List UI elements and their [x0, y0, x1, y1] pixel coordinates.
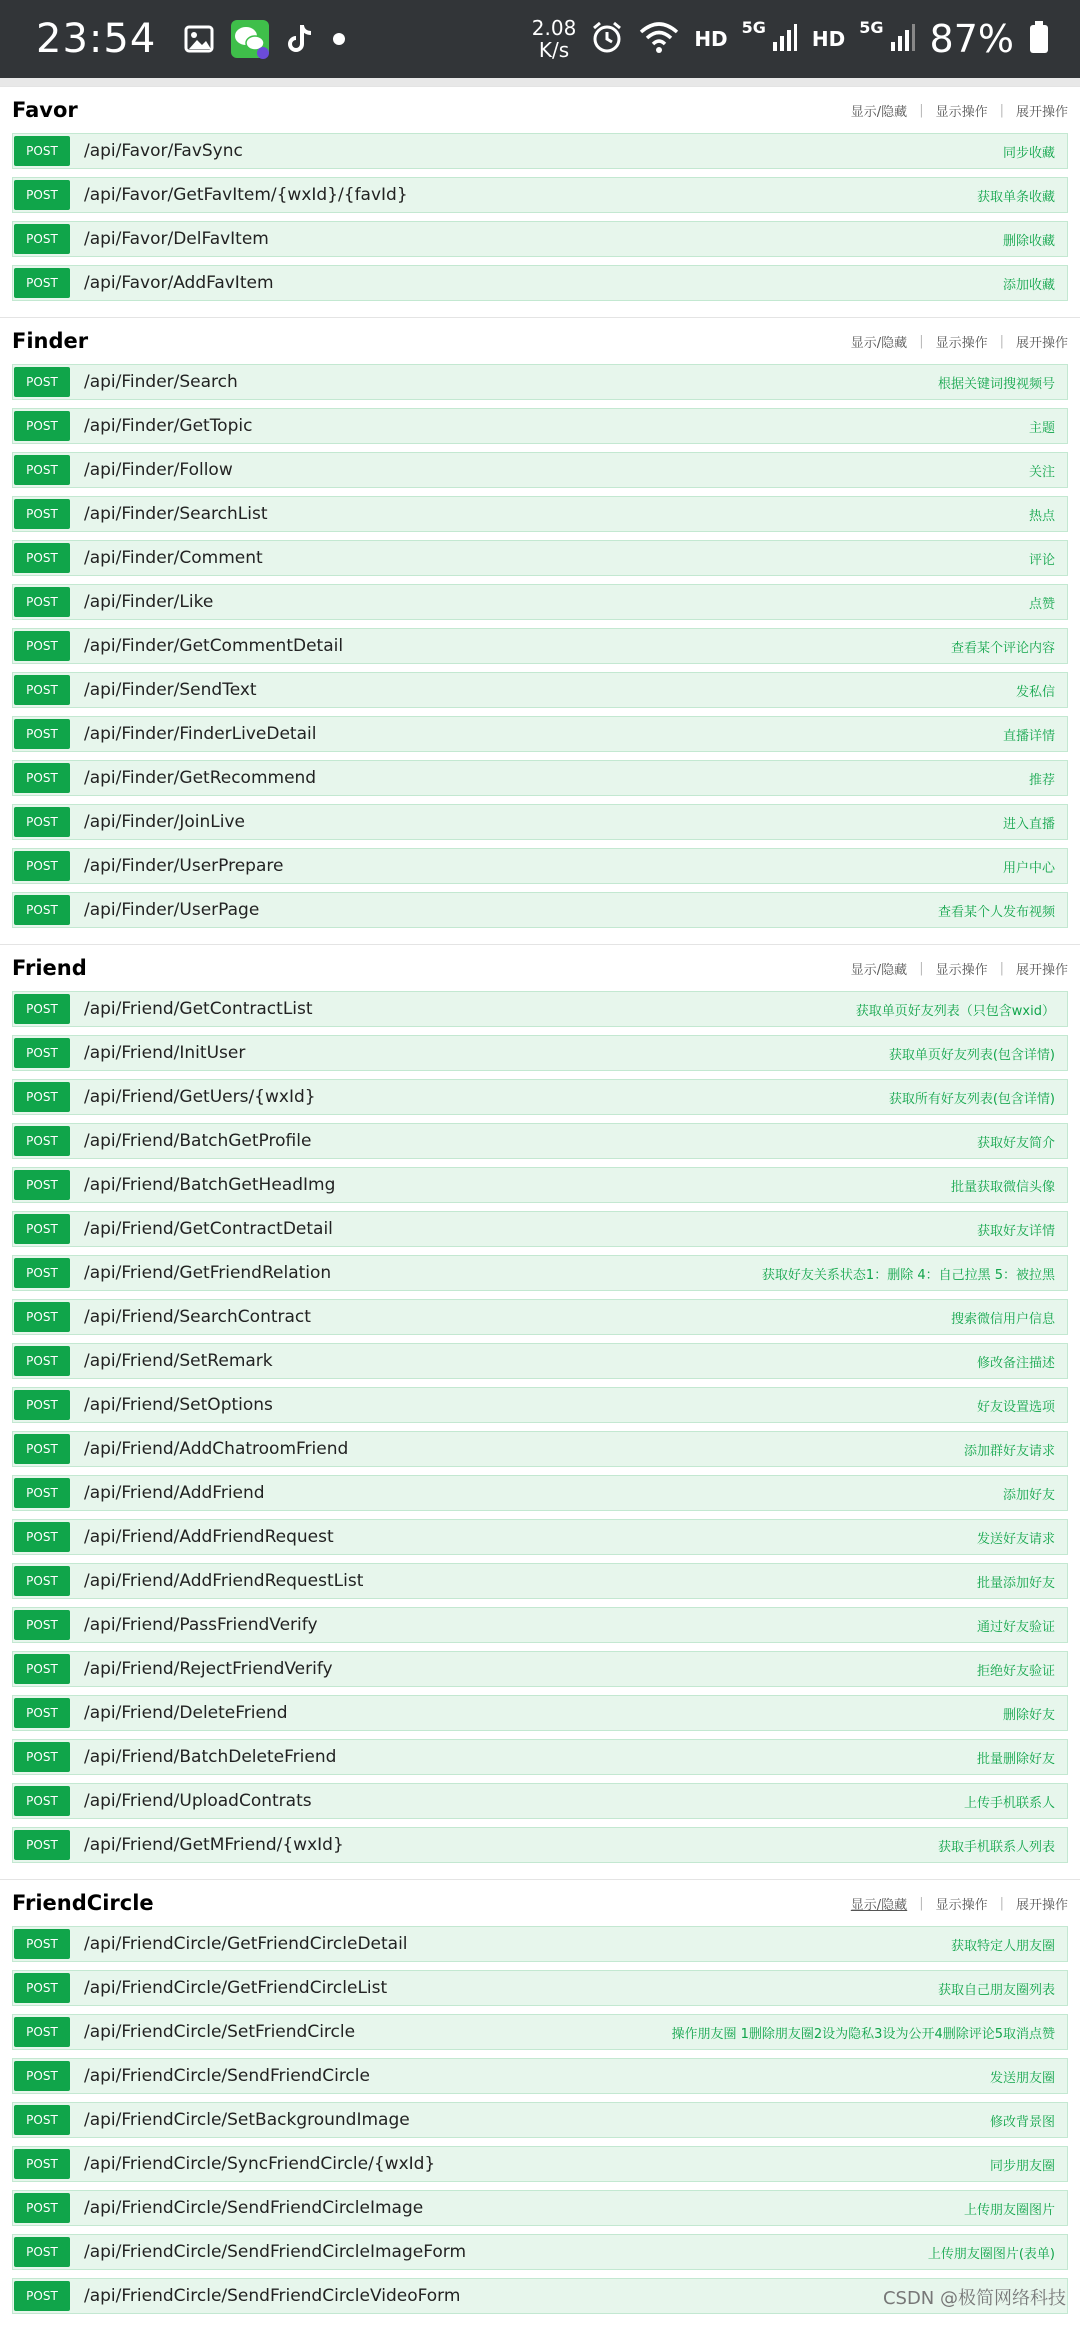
- endpoint-path[interactable]: /api/FriendCircle/SendFriendCircleVideoForm: [84, 2286, 461, 2306]
- endpoint-description: 同步收藏: [1002, 145, 1055, 161]
- separator: |: [999, 102, 1004, 118]
- http-method-badge[interactable]: POST: [14, 1742, 70, 1772]
- endpoint-description: 根据关键词搜视频号: [937, 376, 1055, 392]
- endpoint-path[interactable]: /api/Friend/AddFriendRequest: [84, 1527, 334, 1547]
- endpoint-description: 获取所有好友列表(包含详情): [888, 1091, 1055, 1107]
- alarm-icon: [590, 20, 624, 58]
- toggle-visibility-link[interactable]: 显示/隐藏: [850, 104, 908, 120]
- section-gap: [0, 936, 1080, 944]
- endpoint-row[interactable]: [12, 1475, 1068, 1511]
- endpoint-description: 热点: [1028, 508, 1055, 524]
- endpoint-row[interactable]: [12, 1519, 1068, 1555]
- endpoint-description: 主题: [1028, 420, 1055, 436]
- section-operations: [851, 1894, 1068, 1913]
- battery-level: 87%: [929, 17, 1014, 61]
- endpoint-description: 获取自己朋友圈列表: [937, 1982, 1055, 1998]
- separator: |: [919, 1895, 924, 1911]
- endpoint-path[interactable]: /api/Friend/AddFriend: [84, 1483, 265, 1503]
- endpoint-description: 关注: [1028, 464, 1055, 480]
- section-title[interactable]: Finder: [12, 329, 89, 353]
- section-finder: [0, 317, 1080, 944]
- endpoint-path[interactable]: /api/Friend/GetMFriend/{wxId}: [84, 1835, 344, 1855]
- section-friendcircle: [0, 1879, 1080, 2330]
- endpoint-description: 通过好友验证: [976, 1619, 1055, 1635]
- http-method-badge[interactable]: POST: [14, 1258, 70, 1288]
- section-title[interactable]: Friend: [12, 956, 87, 980]
- http-method-badge[interactable]: POST: [14, 1214, 70, 1244]
- endpoint-description: 同步朋友圈: [989, 2158, 1055, 2174]
- endpoint-row[interactable]: [12, 408, 1068, 444]
- section-operations: [851, 101, 1068, 120]
- http-method-badge[interactable]: POST: [14, 763, 70, 793]
- endpoint-description: 查看某个人发布视频: [937, 904, 1055, 920]
- endpoint-row[interactable]: [12, 1607, 1068, 1643]
- endpoint-description: 搜索微信用户信息: [950, 1311, 1055, 1327]
- separator: |: [919, 102, 924, 118]
- endpoint-row[interactable]: [12, 133, 1068, 169]
- http-method-badge[interactable]: POST: [14, 1170, 70, 1200]
- endpoint-row[interactable]: [12, 1739, 1068, 1775]
- endpoint-description: 发私信: [1015, 684, 1055, 700]
- endpoint-row[interactable]: [12, 848, 1068, 884]
- endpoint-path[interactable]: /api/Finder/Like: [84, 592, 214, 612]
- endpoint-row[interactable]: [12, 2146, 1068, 2182]
- endpoint-row[interactable]: [12, 804, 1068, 840]
- endpoint-row[interactable]: [12, 540, 1068, 576]
- endpoint-row[interactable]: [12, 1123, 1068, 1159]
- endpoint-description: 删除好友: [1002, 1707, 1055, 1723]
- endpoint-row[interactable]: [12, 1079, 1068, 1115]
- section-gap: [0, 309, 1080, 317]
- signal-icon: [890, 22, 916, 56]
- api-list: [0, 86, 1080, 2330]
- endpoint-path[interactable]: /api/Finder/GetRecommend: [84, 768, 317, 788]
- endpoint-path[interactable]: /api/Favor/GetFavItem/{wxId}/{favId}: [84, 185, 408, 205]
- endpoint-row[interactable]: [12, 1387, 1068, 1423]
- endpoint-row[interactable]: [12, 672, 1068, 708]
- endpoint-row[interactable]: [12, 1167, 1068, 1203]
- endpoint-description: 点赞: [1028, 596, 1055, 612]
- http-method-badge[interactable]: POST: [14, 587, 70, 617]
- http-method-badge[interactable]: POST: [14, 268, 70, 298]
- http-method-badge[interactable]: POST: [14, 1082, 70, 1112]
- endpoint-row[interactable]: [12, 452, 1068, 488]
- show-operations-link[interactable]: 显示操作: [935, 104, 988, 120]
- endpoint-path[interactable]: /api/Favor/DelFavItem: [84, 229, 269, 249]
- endpoint-description: 获取好友详情: [976, 1223, 1055, 1239]
- separator: |: [999, 333, 1004, 349]
- endpoint-row[interactable]: [12, 1299, 1068, 1335]
- http-method-badge[interactable]: POST: [14, 1610, 70, 1640]
- http-method-badge[interactable]: POST: [14, 1786, 70, 1816]
- toggle-visibility-link[interactable]: 显示/隐藏: [850, 335, 908, 351]
- section-gap: [0, 1871, 1080, 1879]
- endpoint-path[interactable]: /api/Finder/JoinLive: [84, 812, 246, 832]
- http-method-badge[interactable]: POST: [14, 1346, 70, 1376]
- http-method-badge[interactable]: POST: [14, 1390, 70, 1420]
- endpoint-path[interactable]: /api/Friend/GetFriendRelation: [84, 1263, 332, 1283]
- endpoint-description: 直播详情: [1002, 728, 1055, 744]
- wechat-icon: [230, 19, 270, 59]
- endpoint-path[interactable]: /api/Friend/BatchGetHeadImg: [84, 1175, 336, 1195]
- endpoint-path[interactable]: /api/Friend/GetUers/{wxId}: [84, 1087, 316, 1107]
- endpoint-path[interactable]: /api/Friend/InitUser: [84, 1043, 246, 1063]
- watermark: CSDN @极简网络科技: [882, 2288, 1066, 2309]
- battery-icon: [1028, 20, 1050, 58]
- endpoint-description: 拒绝好友验证: [976, 1663, 1055, 1679]
- endpoint-path[interactable]: /api/Finder/SendText: [84, 680, 257, 700]
- http-method-badge[interactable]: POST: [14, 367, 70, 397]
- endpoint-row[interactable]: [12, 265, 1068, 301]
- endpoint-path[interactable]: /api/FriendCircle/SetFriendCircle: [84, 2022, 356, 2042]
- endpoint-description: 查看某个评论内容: [950, 640, 1055, 656]
- section-header[interactable]: [0, 1880, 1080, 1926]
- section-title[interactable]: Favor: [12, 98, 78, 122]
- endpoint-row[interactable]: [12, 1970, 1068, 2006]
- endpoint-row[interactable]: [12, 628, 1068, 664]
- endpoint-row[interactable]: [12, 1563, 1068, 1599]
- show-operations-link[interactable]: 显示操作: [935, 335, 988, 351]
- http-method-badge[interactable]: POST: [14, 1654, 70, 1684]
- http-method-badge[interactable]: POST: [14, 675, 70, 705]
- hd-indicator-2: HD: [811, 27, 846, 51]
- endpoint-row[interactable]: [12, 1255, 1068, 1291]
- endpoint-description: 删除收藏: [1002, 233, 1055, 249]
- separator: |: [999, 960, 1004, 976]
- endpoint-path[interactable]: /api/Finder/Comment: [84, 548, 263, 568]
- endpoint-row[interactable]: [12, 584, 1068, 620]
- endpoint-path[interactable]: /api/Finder/Search: [84, 372, 238, 392]
- endpoint-path[interactable]: /api/Finder/GetCommentDetail: [84, 636, 344, 656]
- endpoint-row[interactable]: [12, 1035, 1068, 1071]
- endpoint-row[interactable]: [12, 1651, 1068, 1687]
- gallery-icon: [184, 24, 214, 54]
- expand-operations-link[interactable]: 展开操作: [1015, 1897, 1068, 1913]
- endpoint-path[interactable]: /api/Friend/AddChatroomFriend: [84, 1439, 349, 1459]
- http-method-badge[interactable]: POST: [14, 1973, 70, 2003]
- section-friend: [0, 944, 1080, 1879]
- http-method-badge[interactable]: POST: [14, 2061, 70, 2091]
- http-method-badge[interactable]: POST: [14, 455, 70, 485]
- show-operations-link[interactable]: 显示操作: [935, 962, 988, 978]
- endpoint-description: 获取单页好友列表(包含详情): [888, 1047, 1055, 1063]
- endpoint-row[interactable]: [12, 1695, 1068, 1731]
- http-method-badge[interactable]: POST: [14, 136, 70, 166]
- endpoint-path[interactable]: /api/Finder/Follow: [84, 460, 233, 480]
- endpoint-row[interactable]: [12, 1783, 1068, 1819]
- expand-operations-link[interactable]: 展开操作: [1015, 104, 1068, 120]
- dot-icon: [332, 32, 346, 46]
- endpoint-description: 添加收藏: [1002, 277, 1055, 293]
- endpoint-row[interactable]: [12, 364, 1068, 400]
- endpoint-path[interactable]: /api/Friend/DeleteFriend: [84, 1703, 288, 1723]
- separator: |: [919, 333, 924, 349]
- endpoint-description: 批量获取微信头像: [950, 1179, 1055, 1195]
- http-method-badge[interactable]: POST: [14, 631, 70, 661]
- endpoint-row[interactable]: [12, 2190, 1068, 2226]
- endpoint-description: 获取单页好友列表（只包含wxid）: [855, 1003, 1055, 1019]
- endpoint-path[interactable]: /api/FriendCircle/GetFriendCircleDetail: [84, 1934, 408, 1954]
- endpoint-description: 用户中心: [1002, 860, 1055, 876]
- endpoint-path[interactable]: /api/FriendCircle/SetBackgroundImage: [84, 2110, 410, 2130]
- endpoint-row[interactable]: [12, 892, 1068, 928]
- endpoint-path[interactable]: /api/Favor/FavSync: [84, 141, 243, 161]
- endpoint-description: 操作朋友圈 1删除朋友圈2设为隐私3设为公开4删除评论5取消点赞: [671, 2026, 1055, 2042]
- endpoint-description: 添加群好友请求: [963, 1443, 1055, 1459]
- expand-operations-link[interactable]: 展开操作: [1015, 335, 1068, 351]
- endpoint-path[interactable]: /api/Friend/AddFriendRequestList: [84, 1571, 364, 1591]
- http-method-badge[interactable]: POST: [14, 1566, 70, 1596]
- endpoint-description: 修改备注描述: [976, 1355, 1055, 1371]
- endpoint-description: 上传朋友圈图片: [963, 2202, 1055, 2218]
- http-method-badge[interactable]: POST: [14, 2237, 70, 2267]
- endpoint-row[interactable]: [12, 2234, 1068, 2270]
- signal-icon: [772, 22, 798, 56]
- separator: |: [919, 960, 924, 976]
- endpoint-path[interactable]: /api/FriendCircle/SyncFriendCircle/{wxId}: [84, 2154, 436, 2174]
- toggle-visibility-link[interactable]: 显示/隐藏: [850, 962, 908, 978]
- expand-operations-link[interactable]: 展开操作: [1015, 962, 1068, 978]
- http-method-badge[interactable]: POST: [14, 895, 70, 925]
- section-header[interactable]: [0, 945, 1080, 991]
- endpoint-description: 好友设置选项: [976, 1399, 1055, 1415]
- section-operations: [851, 332, 1068, 351]
- status-bar: [0, 0, 1080, 78]
- wifi-icon: [638, 20, 680, 58]
- endpoint-row[interactable]: [12, 2058, 1068, 2094]
- http-method-badge[interactable]: POST: [14, 543, 70, 573]
- endpoint-path[interactable]: /api/Friend/GetContractList: [84, 999, 313, 1019]
- endpoint-path[interactable]: /api/Finder/FinderLiveDetail: [84, 724, 317, 744]
- http-method-badge[interactable]: POST: [14, 499, 70, 529]
- http-method-badge[interactable]: POST: [14, 994, 70, 1024]
- endpoint-path[interactable]: /api/FriendCircle/SendFriendCircleImage: [84, 2198, 424, 2218]
- endpoint-row[interactable]: [12, 1211, 1068, 1247]
- endpoint-path[interactable]: /api/Finder/GetTopic: [84, 416, 253, 436]
- endpoint-description: 修改背景图: [989, 2114, 1055, 2130]
- http-method-badge[interactable]: POST: [14, 1302, 70, 1332]
- endpoint-row[interactable]: [12, 1827, 1068, 1863]
- endpoint-row[interactable]: [12, 1431, 1068, 1467]
- endpoint-row[interactable]: [12, 716, 1068, 752]
- http-method-badge[interactable]: POST: [14, 180, 70, 210]
- http-method-badge[interactable]: POST: [14, 224, 70, 254]
- section-title[interactable]: FriendCircle: [12, 1891, 154, 1915]
- endpoint-description: 批量添加好友: [976, 1575, 1055, 1591]
- http-method-badge[interactable]: POST: [14, 1522, 70, 1552]
- endpoint-description: 进入直播: [1002, 816, 1055, 832]
- endpoint-description: 添加好友: [1002, 1487, 1055, 1503]
- endpoint-description: 获取手机联系人列表: [937, 1839, 1055, 1855]
- endpoint-description: 推荐: [1028, 772, 1055, 788]
- endpoint-description: 获取单条收藏: [976, 189, 1055, 205]
- endpoint-row[interactable]: [12, 991, 1068, 1027]
- hd-indicator: HD: [694, 27, 728, 51]
- http-method-badge[interactable]: POST: [14, 1478, 70, 1508]
- section-operations: [851, 959, 1068, 978]
- endpoint-path[interactable]: /api/FriendCircle/SendFriendCircleImageForm: [84, 2242, 467, 2262]
- http-method-badge[interactable]: POST: [14, 2017, 70, 2047]
- endpoint-description: 上传朋友圈图片(表单): [927, 2246, 1055, 2262]
- endpoint-row[interactable]: [12, 760, 1068, 796]
- endpoint-path[interactable]: /api/Finder/SearchList: [84, 504, 268, 524]
- http-method-badge[interactable]: POST: [14, 1929, 70, 1959]
- endpoint-path[interactable]: /api/Friend/BatchDeleteFriend: [84, 1747, 337, 1767]
- http-method-badge[interactable]: POST: [14, 2281, 70, 2311]
- section-favor: [0, 86, 1080, 317]
- endpoint-path[interactable]: /api/FriendCircle/GetFriendCircleList: [84, 1978, 388, 1998]
- http-method-badge[interactable]: POST: [14, 1126, 70, 1156]
- http-method-badge[interactable]: POST: [14, 1830, 70, 1860]
- endpoint-description: 发送好友请求: [976, 1531, 1055, 1547]
- http-method-badge[interactable]: POST: [14, 851, 70, 881]
- endpoint-row[interactable]: [12, 177, 1068, 213]
- http-method-badge[interactable]: POST: [14, 411, 70, 441]
- toggle-visibility-link[interactable]: 显示/隐藏: [850, 1897, 908, 1913]
- endpoint-description: 发送朋友圈: [989, 2070, 1055, 2086]
- network-type-2: 5G: [859, 17, 884, 37]
- network-type: 5G: [741, 17, 766, 37]
- endpoint-row[interactable]: [12, 1926, 1068, 1962]
- endpoint-path[interactable]: /api/Finder/UserPrepare: [84, 856, 284, 876]
- http-method-badge[interactable]: POST: [14, 807, 70, 837]
- http-method-badge[interactable]: POST: [14, 1038, 70, 1068]
- network-speed: 2.08 K/s: [531, 16, 577, 62]
- endpoint-row[interactable]: [12, 221, 1068, 257]
- endpoint-description: 评论: [1028, 552, 1055, 568]
- top-divider: [0, 78, 1080, 86]
- endpoint-description: 获取好友关系状态1：删除 4：自己拉黑 5：被拉黑: [761, 1267, 1055, 1283]
- section-header[interactable]: [0, 318, 1080, 364]
- endpoint-row[interactable]: [12, 496, 1068, 532]
- endpoint-path[interactable]: /api/FriendCircle/SendFriendCircle: [84, 2066, 370, 2086]
- http-method-badge[interactable]: POST: [14, 2105, 70, 2135]
- section-header[interactable]: [0, 87, 1080, 133]
- clock: 23:54: [36, 16, 157, 62]
- http-method-badge[interactable]: POST: [14, 719, 70, 749]
- endpoint-path[interactable]: /api/Friend/SetOptions: [84, 1395, 273, 1415]
- endpoint-row[interactable]: [12, 2102, 1068, 2138]
- endpoint-path[interactable]: /api/Friend/GetContractDetail: [84, 1219, 333, 1239]
- endpoint-row[interactable]: [12, 2014, 1068, 2050]
- endpoint-path[interactable]: /api/Finder/UserPage: [84, 900, 260, 920]
- endpoint-path[interactable]: /api/Friend/RejectFriendVerify: [84, 1659, 333, 1679]
- http-method-badge[interactable]: POST: [14, 2193, 70, 2223]
- endpoint-path[interactable]: /api/Friend/SetRemark: [84, 1351, 273, 1371]
- http-method-badge[interactable]: POST: [14, 2149, 70, 2179]
- http-method-badge[interactable]: POST: [14, 1434, 70, 1464]
- endpoint-path[interactable]: /api/Friend/SearchContract: [84, 1307, 311, 1327]
- endpoint-description: 上传手机联系人: [963, 1795, 1055, 1811]
- endpoint-path[interactable]: /api/Favor/AddFavItem: [84, 273, 274, 293]
- tiktok-icon: [286, 23, 316, 55]
- endpoint-description: 获取好友简介: [976, 1135, 1055, 1151]
- http-method-badge[interactable]: POST: [14, 1698, 70, 1728]
- endpoint-row[interactable]: [12, 1343, 1068, 1379]
- endpoint-path[interactable]: /api/Friend/UploadContrats: [84, 1791, 312, 1811]
- section-gap: [0, 2322, 1080, 2330]
- separator: |: [999, 1895, 1004, 1911]
- endpoint-description: 获取特定人朋友圈: [950, 1938, 1055, 1954]
- endpoint-path[interactable]: /api/Friend/PassFriendVerify: [84, 1615, 318, 1635]
- endpoint-description: 批量删除好友: [976, 1751, 1055, 1767]
- endpoint-path[interactable]: /api/Friend/BatchGetProfile: [84, 1131, 312, 1151]
- show-operations-link[interactable]: 显示操作: [935, 1897, 988, 1913]
